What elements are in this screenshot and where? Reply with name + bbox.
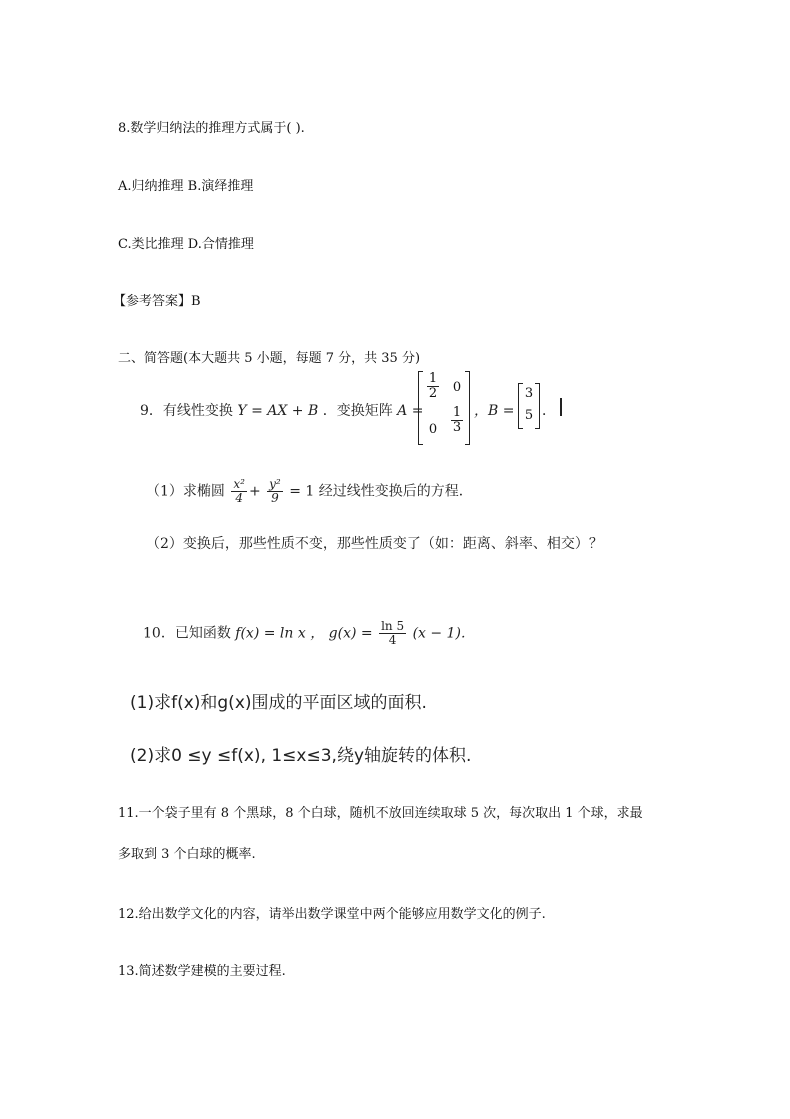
q10-g-num: ln 5: [381, 619, 405, 633]
section-heading: 二、简答题(本大题共 5 小题，每题 7 分，共 35 分): [118, 351, 421, 366]
q10-g-den: 4: [388, 633, 397, 648]
matrix-a-12: 0: [452, 380, 462, 395]
q9-part2: （2）变换后，那些性质不变，那些性质变了（如：距离、斜率、相交）？: [146, 536, 603, 552]
q9-part1: （1）求椭圆 $\frac{\text{x²}}{4}$ + $\frac{\text{y²}}{9}$ = 1 经过线性变换后的方程．: [146, 477, 473, 506]
matrix-a-21: 0: [428, 422, 438, 437]
q9-b-label-text: ，B =: [474, 403, 515, 419]
q10-f: f(x) = ln x: [235, 625, 306, 642]
q12-text: 12.给出数学文化的内容，请举出数学课堂中两个能够应用数学文化的例子.: [118, 907, 546, 922]
frac-x-num: x²: [233, 477, 245, 491]
q10-prefix: 10．已知函数: [143, 625, 231, 642]
frac-y-num: y²: [269, 477, 281, 491]
matrix-a-22: $\frac{1}{3}$: [452, 405, 462, 436]
q9-a-label: A =: [397, 403, 424, 419]
q8-answer: 【参考答案】B: [113, 294, 201, 309]
matrix-b-2: 5: [524, 408, 534, 423]
q8-options-ab: A.归纳推理 B.演绎推理: [118, 179, 254, 194]
q9-prefix: 9．有线性变换: [140, 403, 233, 419]
q13-text: 13.简述数学建模的主要过程.: [118, 964, 286, 979]
q9-equation: Y = AX + B: [237, 403, 319, 419]
frac-x-den: 4: [235, 491, 243, 506]
matrix-b: [518, 384, 540, 428]
q9-part1-suffix: = 1 经过线性变换后的方程．: [289, 483, 473, 500]
q10-part2: (2)求0 ≤y ≤f(x), 1≤x≤3,绕y轴旋转的体积.: [130, 746, 472, 766]
q8-options-cd: C.类比推理 D.合情推理: [118, 237, 254, 252]
q9-b-label: [474, 400, 514, 420]
q10-part1: (1)求f(x)和g(x)围成的平面区域的面积.: [130, 693, 427, 713]
q8-stem: 8.数学归纳法的推理方式属于( ).: [118, 121, 305, 136]
matrix-a: [418, 372, 470, 444]
q11-line1: 11.一个袋子里有 8 个黑球，8 个白球，随机不放回连续取球 5 次，每次取出 1 个球，求最: [118, 806, 643, 821]
matrix-b-1: 3: [524, 386, 534, 401]
q9-part1-frac-x: [231, 478, 247, 505]
frac-y-den: 9: [271, 491, 279, 506]
q10-g-frac: [379, 620, 406, 647]
q9-part1-frac-y: [267, 478, 283, 505]
q10-g-prefix: ， g(x) =: [310, 625, 373, 642]
text-cursor: [560, 398, 562, 416]
q9-stem: [140, 400, 423, 420]
q9-end: ．: [542, 403, 556, 419]
q11-line2: 多取到 3 个白球的概率.: [118, 847, 256, 862]
q10-g-suffix: (x − 1)．: [412, 625, 475, 642]
q9-part1-prefix: （1）求椭圆: [146, 483, 225, 500]
q9-middle: ．变换矩阵: [322, 403, 393, 419]
matrix-a-11: $\frac{1}{2}$: [428, 371, 438, 402]
q10-stem: [143, 620, 475, 647]
